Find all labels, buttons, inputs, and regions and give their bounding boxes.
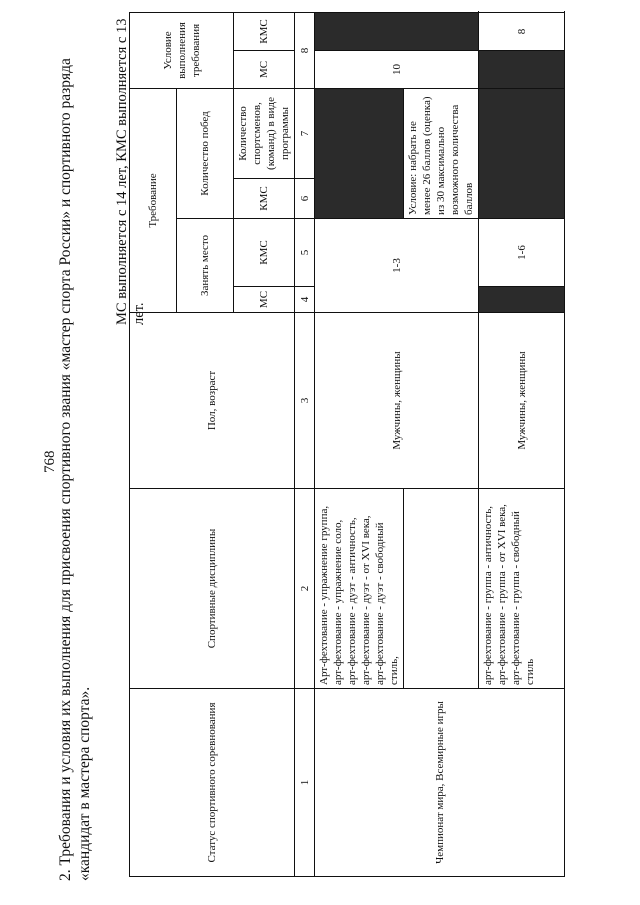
discipline-item: арт-фехтование - дуэт - античность, xyxy=(346,517,358,685)
header-sex-age: Пол, возраст xyxy=(130,313,295,489)
page-number: 768 xyxy=(42,450,58,473)
discipline-item: арт-фехтование - группа - свободный стиль xyxy=(510,511,536,685)
condition-text: Условие: набрать не менее 26 баллов (оценка) из 30 максимально возможного количества баллов xyxy=(404,88,479,218)
header-wins-kms: КМС xyxy=(234,179,295,219)
status-cell: Чемпионат мира, Всемирные игры xyxy=(315,689,565,877)
header-wins: Количество побед xyxy=(177,88,234,218)
discipline-item: арт-фехтование - дуэт - от XVI века, xyxy=(360,515,372,685)
header-cond-ms: МС xyxy=(234,50,295,88)
sex-age-cell: Мужчины, женщины xyxy=(315,313,479,489)
column-numbers-row xyxy=(295,12,315,876)
header-row-1 xyxy=(130,12,177,876)
athletes-count-cell: 10 xyxy=(315,50,479,88)
header-disciplines: Спортивные дисциплины xyxy=(130,489,295,689)
disciplines-cell xyxy=(479,489,565,689)
place-cell-dark xyxy=(479,287,565,313)
col-number: 1 xyxy=(295,689,315,877)
header-place-kms: КМС xyxy=(234,219,295,287)
disciplines-cell xyxy=(315,489,404,689)
col-number: 6 xyxy=(295,179,315,219)
wins-cell xyxy=(315,88,404,218)
col-number: 8 xyxy=(295,12,315,88)
col-number: 2 xyxy=(295,489,315,689)
disciplines-cell xyxy=(404,489,479,689)
discipline-item: арт-фехтование - группа - античность, xyxy=(482,505,494,685)
discipline-item: арт-фехтование - группа - от XVI века, xyxy=(496,504,508,685)
age-note: МС выполняется с 14 лет, КМС выполняется с 13 лет. xyxy=(114,18,147,325)
athletes-count-cell-dark xyxy=(479,50,565,88)
sex-age-cell: Мужчины, женщины xyxy=(479,313,565,489)
discipline-item: Арт-фехтование - упражнение группа, xyxy=(318,505,330,685)
condition-cell: 8 xyxy=(479,12,565,50)
place-cell: 1-6 xyxy=(479,219,565,287)
header-status: Статус спортивного соревнования xyxy=(130,689,295,877)
header-requirement: Требование xyxy=(130,88,177,312)
wins-cell xyxy=(479,88,565,218)
header-place-ms: МС xyxy=(234,287,295,313)
header-condition: Условие выполнения требования xyxy=(130,12,234,88)
col-number: 4 xyxy=(295,287,315,313)
requirements-table xyxy=(129,12,565,877)
discipline-item: арт-фехтование - упражнение соло, xyxy=(332,519,344,685)
col-number: 3 xyxy=(295,313,315,489)
table-row xyxy=(315,12,404,876)
header-athletes-count: Количество спортсменов, (команд) в виде программы xyxy=(234,88,295,178)
condition-cell xyxy=(315,12,479,50)
header-place: Занять место xyxy=(177,219,234,313)
header-cond-kms: КМС xyxy=(234,12,295,50)
discipline-item: арт-фехтование - дуэт - свободный стиль, xyxy=(374,522,400,685)
col-number: 7 xyxy=(295,88,315,178)
col-number: 5 xyxy=(295,219,315,287)
section-heading: 2. Требования и условия их выполнения для присвоения спортивного звания «мастер спорта России» и спортивного разряда «кандидат в мастера спорта». xyxy=(57,58,93,881)
place-cell: 1-3 xyxy=(315,219,479,313)
